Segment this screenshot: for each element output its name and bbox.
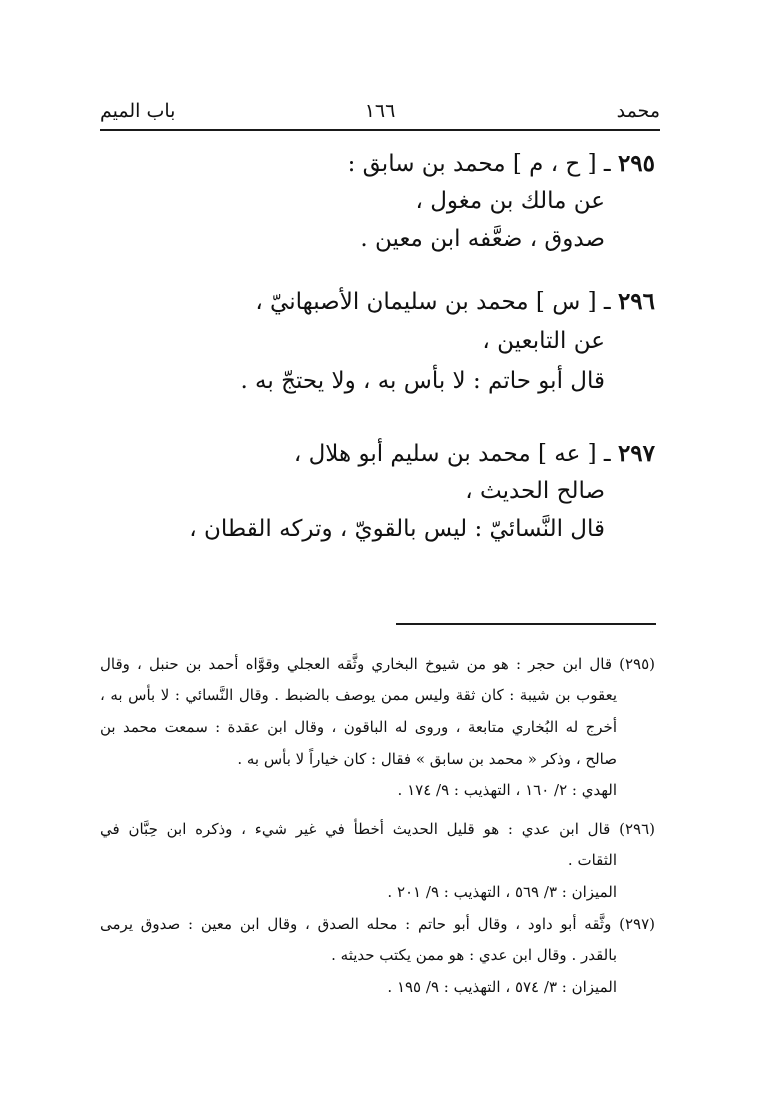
entry-297 bbox=[115, 440, 655, 560]
page-number: ١٦٦ bbox=[364, 100, 396, 122]
footnote-297 bbox=[100, 915, 655, 1010]
entry-number: ٢٩٦ bbox=[617, 288, 655, 315]
entry-heading bbox=[348, 150, 655, 177]
footnote-line: بالقدر . وقال ابن عدي : هو ممن يكتب حديثه . bbox=[331, 946, 617, 964]
footnote-line: يعقوب بن شيبة : كان ثقة وليس ممن يوصف بالضبط . وقال النَّسائي : لا بأس به ، bbox=[100, 686, 617, 704]
entry-line: عن مالك بن مغول ، bbox=[415, 188, 605, 214]
entry-title: ـ [ عه ] محمد بن سليم أبو هلال ، bbox=[293, 441, 611, 467]
entry-line: صالح الحديث ، bbox=[465, 478, 605, 504]
header-section-name: محمد bbox=[616, 100, 660, 122]
entry-title: ـ [ ح ، م ] محمد بن سابق : bbox=[347, 151, 611, 177]
entry-number: ٢٩٥ bbox=[617, 150, 655, 177]
footnote-line: أخرج له البُخاري متابعة ، وروى له الباقون ، وقال ابن عقدة : سمعت محمد بن bbox=[100, 718, 617, 736]
footnote-line: صالح ، وذكر « محمد بن سابق » فقال : كان خياراً لا بأس به . bbox=[237, 750, 617, 768]
footnote-295 bbox=[100, 655, 655, 815]
footnote-line: (٢٩٥) قال ابن حجر : هو من شيوخ البخاري وثَّقه العجلي وقوَّاه أحمد بن حنبل ، وقال bbox=[100, 655, 655, 673]
entry-line: صدوق ، ضعَّفه ابن معين . bbox=[360, 226, 605, 252]
entry-296 bbox=[115, 288, 655, 408]
header-chapter-title: باب الميم bbox=[100, 100, 176, 122]
entry-heading bbox=[294, 440, 655, 467]
footnote-line: الثقات . bbox=[567, 851, 617, 869]
footnote-296 bbox=[100, 820, 655, 910]
footnote-reference: الهدي : ٢/ ١٦٠ ، التهذيب : ٩/ ١٧٤ . bbox=[397, 781, 617, 799]
running-header bbox=[100, 96, 660, 130]
footnote-reference: الميزان : ٣/ ٥٧٤ ، التهذيب : ٩/ ١٩٥ . bbox=[387, 978, 617, 996]
entry-heading bbox=[255, 288, 655, 315]
entry-line: قال النَّسائيّ : ليس بالقويّ ، وتركه القطان ، bbox=[189, 516, 605, 542]
header-divider bbox=[100, 129, 660, 131]
footnote-divider bbox=[396, 623, 656, 625]
entry-number: ٢٩٧ bbox=[617, 440, 655, 467]
entry-line: قال أبو حاتم : لا بأس به ، ولا يحتجّ به . bbox=[240, 368, 605, 394]
footnote-line: (٢٩٧) وثَّقه أبو داود ، وقال أبو حاتم : محله الصدق ، وقال ابن معين : صدوق يرمى bbox=[100, 915, 655, 933]
footnote-reference: الميزان : ٣/ ٥٦٩ ، التهذيب : ٩/ ٢٠١ . bbox=[387, 883, 617, 901]
entry-title: ـ [ س ] محمد بن سليمان الأصبهانيّ ، bbox=[255, 289, 611, 315]
entry-295 bbox=[115, 150, 655, 260]
entry-line: عن التابعين ، bbox=[482, 328, 605, 354]
footnote-line: (٢٩٦) قال ابن عدي : هو قليل الحديث أخطأ في غير شيء ، وذكره ابن حِبَّان في bbox=[100, 820, 655, 838]
